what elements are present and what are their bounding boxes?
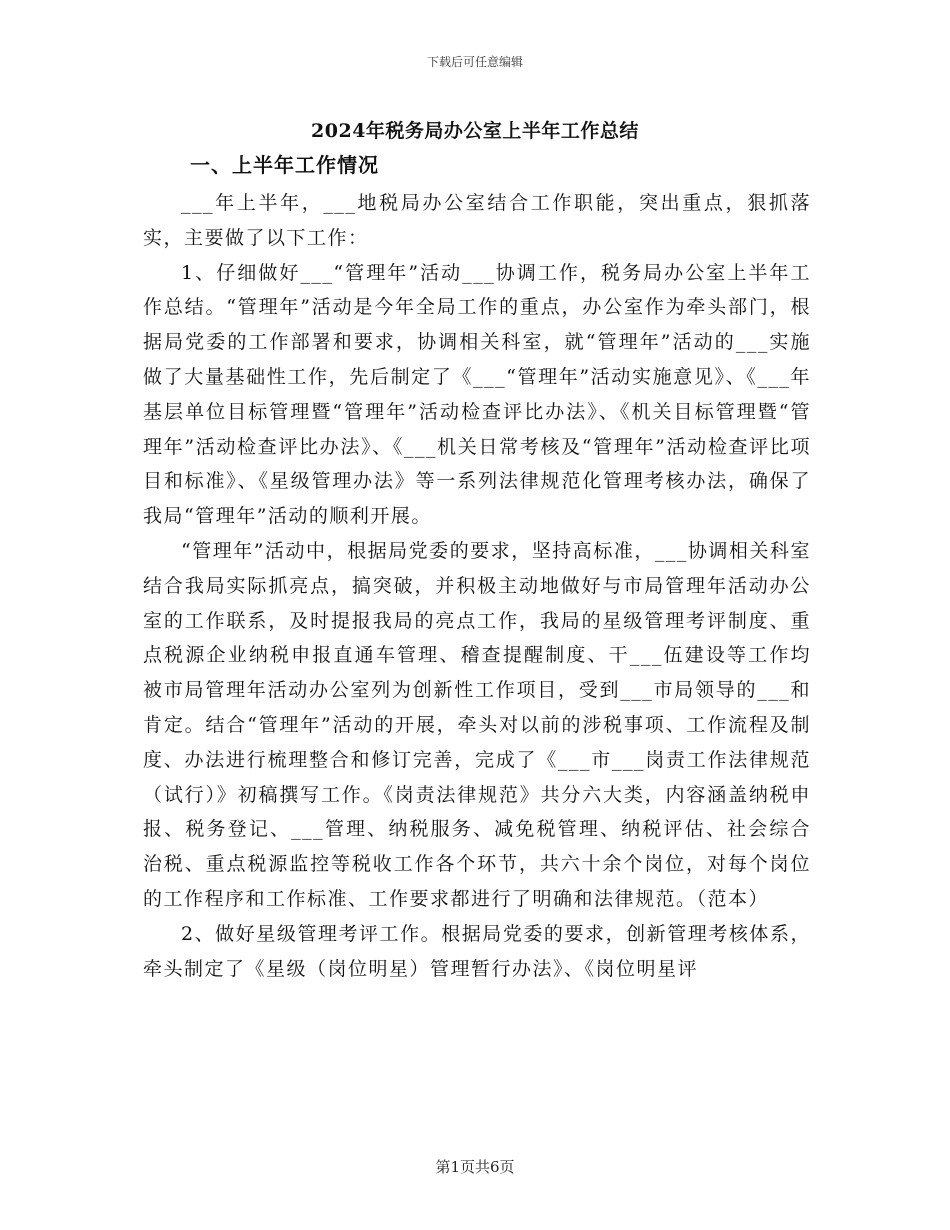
section-heading: 一、上半年工作情况 [190, 153, 379, 177]
paragraph-item-1: 1、仔细做好___“管理年”活动___协调工作，税务局办公室上半年工作总结。“管理年”活动是今年全局工作的重点，办公室作为牵头部门，根据局党委的工作部署和要求，协调相关科室，就“管理年”活动的___实施做了大量基础性工作，先后制定了《___“管理年”活动实施意见》、《___年基层单位目标管理暨“管理年”活动检查评比办法》、《机关目标管理暨“管理年”活动检查评比办法》、《___机关日常考核及“管理年”活动检查评比项目和标准》、《星级管理办法》等一系列法律规范化管理考核办法，确保了我局“管理年”活动的顺利开展。 [143, 261, 811, 528]
document-body [143, 186, 811, 986]
header-note: 下载后可任意编辑 [426, 55, 523, 69]
page-footer: 第1页共6页 [435, 1158, 515, 1176]
paragraph-management-year: “管理年”活动中，根据局党委的要求，坚持高标准，___协调相关科室结合我局实际抓亮点，搞突破，并积极主动地做好与市局管理年活动办公室的工作联系，及时提报我局的亮点工作，我局的星级管理考评制度、重点税源企业纳税申报直通车管理、稽查提醒制度、干___伍建设等工作均被市局管理年活动办公室列为创新性工作项目，受到___市局领导的___和肯定。结合“管理年”活动的开展，牵头对以前的涉税事项、工作流程及制度、办法进行梳理整合和修订完善，完成了《___市___岗责工作法律规范（试行）》初稿撰写工作。《岗责法律规范》共分六大类，内容涵盖纳税申报、税务登记、___管理、纳税服务、减免税管理、纳税评估、社会综合治税、重点税源监控等税收工作各个环节，共六十余个岗位，对每个岗位的工作程序和工作标准、工作要求都进行了明确和法律规范。（范本） [143, 539, 811, 910]
document-title: 2024年税务局办公室上半年工作总结 [311, 120, 639, 142]
paragraph-intro: ___年上半年，___地税局办公室结合工作职能，突出重点，狠抓落实，主要做了以下工作： [143, 192, 811, 249]
paragraph-item-2: 2、做好星级管理考评工作。根据局党委的要求，创新管理考核体系，牵头制定了《星级（岗位明星）管理暂行办法》、《岗位明星评 [143, 922, 811, 980]
